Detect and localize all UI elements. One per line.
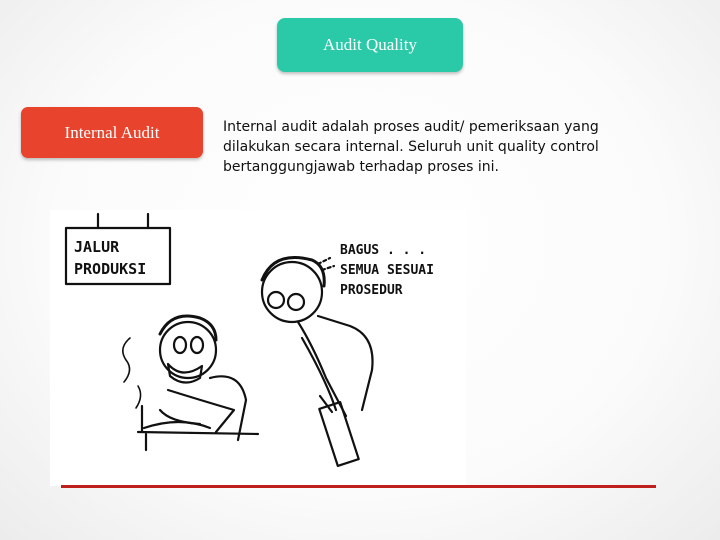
sign-text-line2: PRODUKSI — [74, 260, 147, 278]
description-text: Internal audit adalah proses audit/ pemeriksaan yang dilakukan secara internal. Seluruh unit quality control bertanggungjawab terhadap proses ini. — [223, 119, 599, 175]
inspector-arm — [302, 338, 336, 410]
speech-text-line3: PROSEDUR — [340, 283, 403, 298]
cartoon-illustration — [50, 210, 466, 486]
worker-eye-right — [191, 337, 203, 353]
inspector-clipboard — [319, 402, 358, 466]
smoke-mid — [136, 386, 141, 408]
inspector-back — [318, 316, 373, 410]
workpiece — [144, 422, 210, 428]
internal-audit-label: Internal Audit — [64, 122, 160, 142]
inspector-pen — [320, 396, 332, 412]
speech-text-line2: SEMUA SESUAI — [340, 263, 434, 278]
internal-audit-label-box — [21, 107, 203, 158]
audit-cartoon-image — [50, 210, 466, 486]
inspector-glasses-left — [268, 292, 284, 308]
worker-eye-left — [174, 337, 186, 353]
slide-title: Audit Quality — [323, 35, 417, 54]
title-box — [277, 18, 463, 72]
smoke-left — [123, 338, 130, 382]
speech-text-line1: BAGUS . . . — [340, 243, 427, 258]
inspector-head — [262, 262, 322, 322]
worker-hair — [160, 316, 216, 340]
inspector-glasses-right — [288, 294, 304, 310]
bottom-divider-line — [61, 485, 656, 488]
sign-text-line1: JALUR — [74, 238, 120, 256]
speech-dash-1 — [318, 258, 330, 264]
speech-dash-2 — [322, 266, 334, 270]
